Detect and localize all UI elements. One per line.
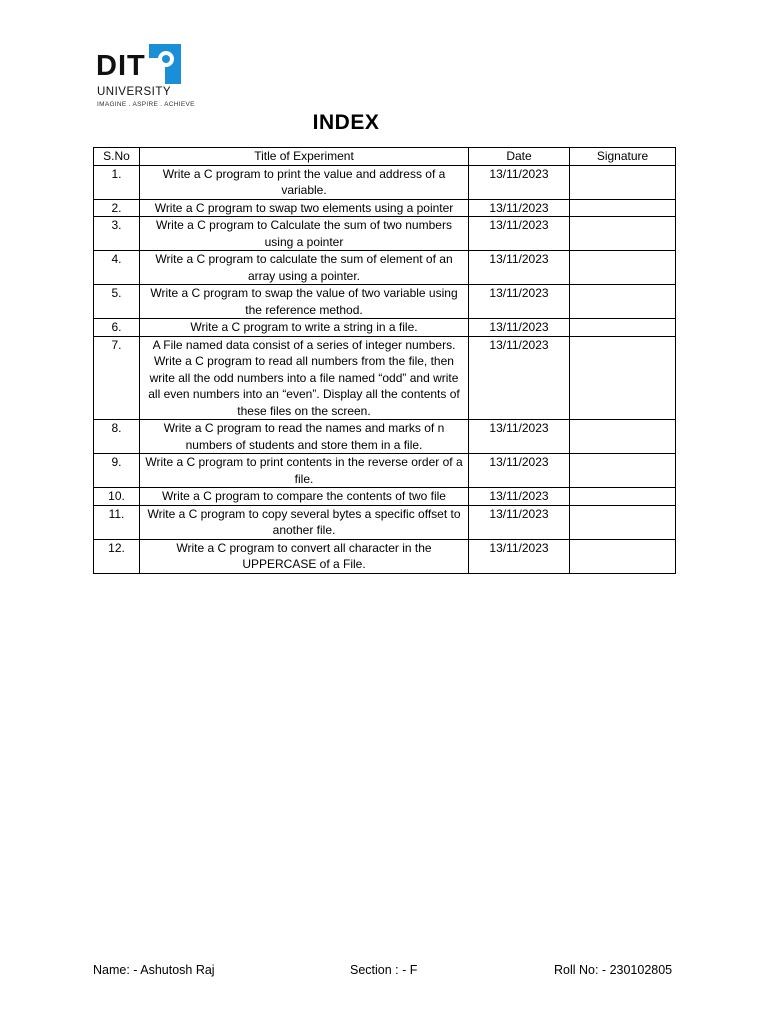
row-title: Write a C program to Calculate the sum of two numbers using a pointer (140, 217, 469, 251)
student-name: Name: - Ashutosh Raj (93, 963, 215, 977)
logo-name: DIT (96, 50, 146, 82)
row-signature (570, 165, 676, 199)
column-header-signature: Signature (570, 148, 676, 166)
row-sno: 6. (94, 319, 140, 337)
row-signature (570, 539, 676, 573)
row-date: 13/11/2023 (469, 454, 570, 488)
table-row (94, 488, 676, 506)
row-date: 13/11/2023 (469, 165, 570, 199)
table-row (94, 251, 676, 285)
table-row (94, 319, 676, 337)
row-title: Write a C program to swap the value of two variable using the reference method. (140, 285, 469, 319)
table-row (94, 165, 676, 199)
table-row (94, 336, 676, 420)
row-signature (570, 319, 676, 337)
row-title: A File named data consist of a series of integer numbers. Write a C program to read all numbers from the file, then write all the odd numbers into a file named “odd” and write all even numbers into an “even”. Display all the contents of these files on the screen. (140, 336, 469, 420)
row-sno: 10. (94, 488, 140, 506)
student-roll-no: Roll No: - 230102805 (554, 963, 673, 977)
row-sno: 2. (94, 199, 140, 217)
row-title: Write a C program to convert all character in the UPPERCASE of a File. (140, 539, 469, 573)
row-title: Write a C program to print contents in the reverse order of a file. (140, 454, 469, 488)
table-row (94, 285, 676, 319)
row-sno: 12. (94, 539, 140, 573)
row-date: 13/11/2023 (469, 285, 570, 319)
row-date: 13/11/2023 (469, 251, 570, 285)
row-signature (570, 251, 676, 285)
row-signature (570, 199, 676, 217)
row-sno: 7. (94, 336, 140, 420)
table-row (94, 420, 676, 454)
row-date: 13/11/2023 (469, 488, 570, 506)
row-signature (570, 336, 676, 420)
university-logo (95, 42, 195, 114)
row-date: 13/11/2023 (469, 505, 570, 539)
row-title: Write a C program to swap two elements using a pointer (140, 199, 469, 217)
row-signature (570, 488, 676, 506)
row-date: 13/11/2023 (469, 336, 570, 420)
row-sno: 3. (94, 217, 140, 251)
row-sno: 1. (94, 165, 140, 199)
row-title: Write a C program to write a string in a file. (140, 319, 469, 337)
table-row (94, 505, 676, 539)
row-date: 13/11/2023 (469, 199, 570, 217)
row-date: 13/11/2023 (469, 539, 570, 573)
row-signature (570, 420, 676, 454)
row-signature (570, 285, 676, 319)
table-header-row (94, 148, 676, 166)
row-sno: 11. (94, 505, 140, 539)
row-sno: 5. (94, 285, 140, 319)
table-row (94, 454, 676, 488)
row-signature (570, 454, 676, 488)
column-header-date: Date (469, 148, 570, 166)
row-date: 13/11/2023 (469, 217, 570, 251)
row-signature (570, 217, 676, 251)
logo-subtitle: UNIVERSITY (97, 86, 172, 98)
row-sno: 4. (94, 251, 140, 285)
column-header-title: Title of Experiment (140, 148, 469, 166)
row-title: Write a C program to calculate the sum of element of an array using a pointer. (140, 251, 469, 285)
row-title: Write a C program to compare the contents of two file (140, 488, 469, 506)
row-title: Write a C program to print the value and address of a variable. (140, 165, 469, 199)
row-sno: 9. (94, 454, 140, 488)
row-signature (570, 505, 676, 539)
index-table (93, 147, 676, 574)
row-title: Write a C program to read the names and marks of n numbers of students and store them in a file. (140, 420, 469, 454)
table-row (94, 539, 676, 573)
row-title: Write a C program to copy several bytes a specific offset to another file. (140, 505, 469, 539)
page-title: INDEX (312, 111, 380, 134)
logo-tagline: IMAGINE . ASPIRE . ACHIEVE (97, 101, 195, 108)
table-row (94, 217, 676, 251)
row-sno: 8. (94, 420, 140, 454)
row-date: 13/11/2023 (469, 420, 570, 454)
student-section: Section : - F (350, 963, 418, 977)
table-row (94, 199, 676, 217)
column-header-sno: S.No (94, 148, 140, 166)
row-date: 13/11/2023 (469, 319, 570, 337)
